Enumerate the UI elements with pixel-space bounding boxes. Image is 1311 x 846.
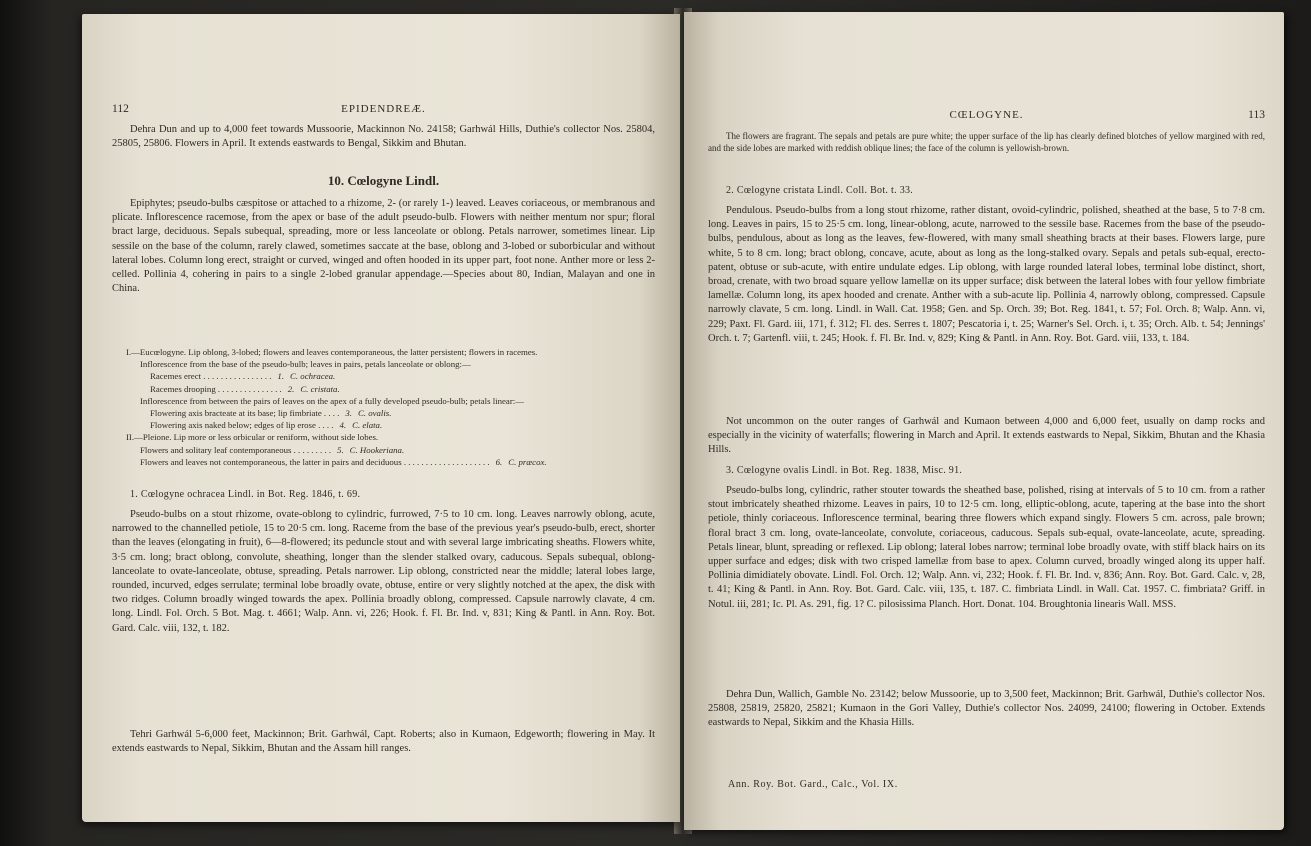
key-line: Flowers and solitary leaf contemporaneous . . . . . . . . . 5. C. Hookeriana.: [140, 444, 405, 455]
flower-note: The flowers are fragrant. The sepals and petals are pure white; the upper surface of the lip has clearly defined blotches of yellow margined with red, and the side lobes are marked with reddish oblique lines; the face of the column is yellowish-brown.: [708, 131, 1265, 154]
species-2-heading: 2. Cœlogyne cristata Lindl. Coll. Bot. t. 33.: [726, 185, 914, 196]
key-line: I.—Eucœlogyne. Lip oblong, 3-lobed; flowers and leaves contemporaneous, the latter persistent; flowers in racemes.: [126, 347, 538, 357]
genus-description: Epiphytes; pseudo-bulbs cæspitose or attached to a rhizome, 2- (or rarely 1-) leaved. Leaves coriaceous, or membranous and plicate. Inflorescence racemose, from the apex or base of the adult pseudo-bulb. Flowers with neither mentum nor spur; floral bract large, deciduous. Sepals subequal, spreading, more or less lanceolate or oblong. Petals narrower, sometimes linear. Lip sessile on the base of the column, rarely clawed, sometimes saccate at the base, oblong and 3-lobed or suborbicular and without lateral lobes. Column long erect, straight or curved, winged and often hooded in its upper part, foot none. Anther more or less 2-celled. Pollinia 4, cohering in pairs to a single 2-lobed granular appendage.—Species about 80, Indian, Malayan and one in China.: [112, 198, 655, 295]
page-footer: Ann. Roy. Bot. Gard., Calc., Vol. IX.: [728, 779, 898, 790]
genus-heading: 10. Cœlogyne Lindl.: [327, 173, 440, 188]
key-line: Flowering axis naked below; edges of lip erose . . . . 4. C. elata.: [150, 420, 383, 431]
right-page: [684, 12, 1284, 830]
key-line: Inflorescence from the base of the pseudo-bulb; leaves in pairs, petals lanceolate or oblong:—: [140, 359, 471, 370]
species-1-distribution: Tehri Garhwál 5-6,000 feet, Mackinnon; Brit. Garhwál, Capt. Roberts; also in Kumaon, Edgeworth; flowering in May. It extends eastwards to Nepal, Sikkim, Bhutan and the Assam hill ranges.: [112, 729, 655, 755]
species-2-distribution: Not uncommon on the outer ranges of Garhwál and Kumaon between 4,000 and 6,000 feet, usually on damp rocks and especially in the vicinity of waterfalls; flowering in March and April. It extends eastwards to Nepal, Sikkim, Bhutan and the Khasia Hills.: [708, 416, 1265, 456]
species-3-distribution: Dehra Dun, Wallich, Gamble No. 23142; below Mussoorie, up to 3,500 feet, Mackinnon; Brit. Garhwál, Duthie's collector Nos. 25808, 25819, 25820, 25821; Kumaon in the Gori Valley, Duthie's collector Nos. 24099, 24100; flowering in October. Extends eastwards to Nepal, Sikkim and the Khasia Hills.: [708, 689, 1265, 729]
species-3-heading: 3. Cœlogyne ovalis Lindl. in Bot. Reg. 1838, Misc. 91.: [726, 465, 963, 476]
species-2-description: Pendulous. Pseudo-bulbs from a long stout rhizome, rather distant, ovoid-cylindric, polished, sheathed at the base, 5 to 7·8 cm. long. Leaves in pairs, 15 to 25·5 cm. long, linear-oblong, acute, narrowed to the sessile base. Racemes from the base of the pseudo-bulbs, pendulous, about as long as the leaves, few-flowered, with many small sheathing bracts at their bases. Flowers large, pure white, 5 to 8 cm. long; bract oblong, concave, acute, about as long as the long-stalked ovary. Sepals and petals sub-equal, erecto-patent, obtuse or sub-acute, with entire undulate edges. Lip oblong, with large rounded lateral lobes, terminal lobe distinct, short, broad, crenate, with two broad square yellow lamellæ on its upper surface; disk between the lateral lobes with four yellow fimbriate lamellæ. Column long, its apex hooded and crenate. Anther with a sub-acute lip. Pollinia 4, narrowly oblong, compressed. Capsule narrowly clavate, 5 cm. long. Lindl. in Wall. Cat. 1958; Gen. and Sp. Orch. 39; Bot. Reg. 1841, t. 57; Fol. Orch. 8; Walp. Ann. vi, 229; Paxt. Fl. Gard. iii, 171, f. 312; Fl. des. Serres t. 1807; Pescatoria i, t. 25; Warner's Sel. Orch. i, t. 35; Orch. Alb. t. 54; Jennings' Orch. t. 7; Gartenfl. viii, t. 245; Hook. f. Fl. Br. Ind. v, 829; King & Pantl. in Ann. Roy. Bot. Gard. viii, 133, t. 184.: [708, 205, 1265, 344]
key-line: II.—Pleione. Lip more or less orbicular or reniform, without side lobes.: [126, 432, 379, 443]
page-number-right: 113: [1248, 109, 1265, 121]
key-line: Flowers and leaves not contemporaneous, the latter in pairs and deciduous . . . . . . . . . . . . . . . . . . . . 6. C. præcox.: [140, 456, 547, 467]
running-head-right: CŒLOGYNE.: [949, 109, 1024, 121]
key-line: Racemes erect . . . . . . . . . . . . . . . . 1. C. ochracea.: [150, 371, 336, 382]
key-line: Inflorescence from between the pairs of leaves on the apex of a fully developed pseudo-bulb; petals linear:—: [140, 395, 524, 406]
intro-paragraph: Dehra Dun and up to 4,000 feet towards Mussoorie, Mackinnon No. 24158; Garhwál Hills, Duthie's collector Nos. 25804, 25805, 25806. Flowers in April. It extends eastwards to Bengal, Sikkim and Bhutan.: [112, 124, 655, 150]
species-1-heading: 1. Cœlogyne ochracea Lindl. in Bot. Reg. 1846, t. 69.: [130, 489, 361, 500]
left-page: [82, 14, 680, 822]
running-head-left: EPIDENDREÆ.: [341, 103, 426, 115]
species-key: [126, 346, 646, 468]
key-line: Racemes drooping . . . . . . . . . . . . . . . 2. C. cristata.: [150, 383, 340, 394]
species-1-description: Pseudo-bulbs on a stout rhizome, ovate-oblong to cylindric, furrowed, 7·5 to 10 cm. long. Leaves narrowly oblong, acute, narrowed to the channelled petiole, 15 to 20·5 cm. long. Raceme from the base of the previous year's pseudo-bulb, erect, shorter than the leaves (elongating in fruit), 6—8-flowered; its peduncle stout and with several large imbricating sheaths. Flowers white, 3·5 cm. long; bract oblong, convolute, sheathing, longer than the slender stalked ovary, caducous. Sepals subequal, oblong-lanceolate to ovate-lanceolate, obtuse, spreading. Petals narrower. Lip oblong, constricted near the middle; lateral lobes large, rounded, incurved, edges serrulate; terminal lobe broadly ovate, obtuse, entire or very slightly notched at the apex, the disk with two ridges. Column broadly winged towards the apex. Pollinia broadly oblong, compressed. Capsule narrowly clavate, 4 cm. long. Lindl. Fol. Orch. 5 Bot. Mag. t. 4661; Walp. Ann. vi, 226; Hook. f. Fl. Br. Ind. v, 831; King & Pantl. in Ann. Roy. Bot. Gard. Calc. viii, 132, t. 182.: [112, 509, 655, 634]
key-line: Flowering axis bracteate at its base; lip fimbriate . . . . 3. C. ovalis.: [150, 408, 392, 419]
page-number-left: 112: [112, 103, 129, 115]
species-3-description: Pseudo-bulbs long, cylindric, rather stouter towards the sheathed base, polished, rising at intervals of 5 to 10 cm. from a rather stout imbricately sheathed rhizome. Leaves in pairs, 10 to 12·5 cm. long, elliptic-oblong, acute, tapering at the base into the short petiole, thinly coriaceous. Inflorescence terminal, bearing three flowers which expand singly. Flowers 5 cm. across, pale brown; floral bract 3 cm. long, ovate-lanceolate, convolute, coriaceous, caducous. Sepals sub-equal, ovate-lanceolate, acute, spreading. Petals linear, blunt, spreading or reflexed. Lip oblong; lateral lobes narrow; terminal lobe broadly ovate, with stiff black hairs on its upper surface and edges; disk with two crisped lamellæ from base to apex. Column curved, broadly winged along its upper half. Pollinia dimidiately obovate. Lindl. Fol. Orch. 12; Walp. Ann. vi, 232; Hook. f. Fl. Br. Ind. v, 836; Ann. Roy. Bot. Gard. Calc. v, 28, t. 41; King & Pantl. in Ann. Roy. Bot. Gard. Calc. viii, 135, t. 187. C. fimbriata Lindl. in Wall. Cat. 1957. C. fimbriata? Griff. in Notul. iii, 281; Ic. Pl. As. 291, fig. 1? C. pilosissima Planch. Hort. Donat. 104. Broughtonia linearis Wall. MSS.: [708, 485, 1265, 610]
